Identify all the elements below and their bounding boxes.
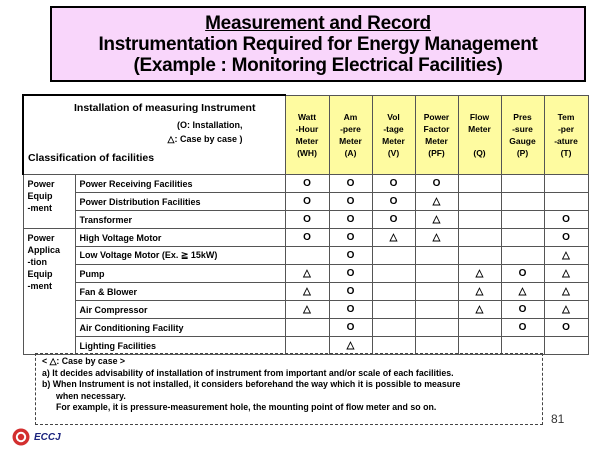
group-label-line: -ment xyxy=(27,281,52,291)
column-header-line: Flow xyxy=(469,111,490,122)
column-header-line: -tage xyxy=(383,123,404,134)
instrument-mark: O xyxy=(329,193,372,211)
table-row xyxy=(23,319,588,337)
instrument-mark: △ xyxy=(544,247,588,265)
column-header-voltage-meter xyxy=(372,95,415,175)
instrument-mark: O xyxy=(372,175,415,193)
instrument-mark: O xyxy=(329,319,372,337)
instrument-mark xyxy=(415,283,458,301)
instrument-mark xyxy=(415,247,458,265)
column-header-temperature xyxy=(544,95,588,175)
facility-name: Low Voltage Motor (Ex. ≧ 15kW) xyxy=(75,247,285,265)
instrument-mark xyxy=(458,175,501,193)
column-header-line: (V) xyxy=(387,147,400,158)
instrument-mark xyxy=(372,283,415,301)
instrument-mark xyxy=(415,319,458,337)
facility-name: Fan & Blower xyxy=(75,283,285,301)
facility-name: Power Receiving Facilities xyxy=(75,175,285,193)
column-header-line: (A) xyxy=(344,147,357,158)
group-label-line: -tion xyxy=(27,257,47,267)
column-header-line: -Hour xyxy=(295,123,319,134)
column-header-line: -sure xyxy=(512,123,533,134)
instrument-mark xyxy=(458,319,501,337)
instrument-mark: △ xyxy=(501,283,544,301)
group-label-line: -ment xyxy=(27,203,52,213)
instrument-mark: O xyxy=(501,319,544,337)
column-header-flow-meter xyxy=(458,95,501,175)
instrument-mark xyxy=(415,301,458,319)
instrument-mark xyxy=(285,247,329,265)
column-header-line: Meter xyxy=(382,135,405,146)
instrument-mark xyxy=(501,175,544,193)
group-label-line: Power xyxy=(27,179,55,189)
instrument-mark xyxy=(458,229,501,247)
column-header-line: (PF) xyxy=(428,147,445,158)
instrument-mark: O xyxy=(329,211,372,229)
column-header-line: (T) xyxy=(560,147,572,158)
column-header-watt-hour-meter xyxy=(285,95,329,175)
instrument-mark: O xyxy=(544,229,588,247)
note-a: a) It decides advisability of installation of instrument from important and/or scale of each facilities. xyxy=(42,367,454,378)
instrument-mark xyxy=(458,247,501,265)
title-line-3: (Example : Monitoring Electrical Facilities) xyxy=(133,55,503,76)
table-row xyxy=(23,247,588,265)
instrument-mark: O xyxy=(501,265,544,283)
instrument-mark xyxy=(458,193,501,211)
instrument-mark xyxy=(458,337,501,355)
group-label-line: Equip xyxy=(27,269,53,279)
instrument-mark xyxy=(501,193,544,211)
table-row xyxy=(23,337,588,355)
instrument-mark: △ xyxy=(458,301,501,319)
instrument-mark: O xyxy=(329,265,372,283)
instrument-mark: O xyxy=(501,301,544,319)
table-row xyxy=(23,283,588,301)
table-row xyxy=(23,265,588,283)
column-header-line xyxy=(459,135,501,147)
instrument-mark xyxy=(415,337,458,355)
facility-name: Power Distribution Facilities xyxy=(75,193,285,211)
instrument-mark: O xyxy=(415,175,458,193)
instrument-mark xyxy=(372,247,415,265)
column-header-line: Am xyxy=(343,111,358,122)
instrument-mark xyxy=(544,193,588,211)
classification-label: Classification of facilities xyxy=(28,152,155,164)
column-header-line: Vol xyxy=(387,111,400,122)
legend-install: (O: Installation, xyxy=(176,120,243,130)
instrument-mark: O xyxy=(329,283,372,301)
column-header-line: Pres xyxy=(513,111,532,122)
column-header-line: Meter xyxy=(425,135,448,146)
instrument-mark: △ xyxy=(329,337,372,355)
title-line-2: Instrumentation Required for Energy Management xyxy=(98,34,538,55)
column-header-line: Power xyxy=(423,111,450,122)
instrument-mark xyxy=(285,319,329,337)
instrument-mark xyxy=(501,211,544,229)
instrument-mark xyxy=(285,337,329,355)
table-header-corner xyxy=(23,95,285,175)
instrument-mark xyxy=(372,319,415,337)
column-header-line: Tem xyxy=(557,111,575,122)
column-header-power-factor-meter xyxy=(415,95,458,175)
table-row xyxy=(23,301,588,319)
instrument-mark: △ xyxy=(285,283,329,301)
instrument-mark: △ xyxy=(415,229,458,247)
instrument-mark: O xyxy=(372,211,415,229)
column-header-line: (P) xyxy=(516,147,529,158)
facility-name: Air Conditioning Facility xyxy=(75,319,285,337)
instrument-mark: △ xyxy=(285,301,329,319)
column-header-line: -pere xyxy=(340,123,361,134)
facility-group-label xyxy=(23,175,75,229)
instrument-mark: O xyxy=(329,175,372,193)
table-row xyxy=(23,193,588,211)
instrument-mark: O xyxy=(285,211,329,229)
instrumentation-table xyxy=(22,94,589,355)
instrument-mark: △ xyxy=(415,193,458,211)
group-label-line: Power xyxy=(27,233,55,243)
instrument-mark: O xyxy=(329,247,372,265)
instrument-mark: O xyxy=(285,193,329,211)
instrument-mark xyxy=(415,265,458,283)
instrument-mark: O xyxy=(329,229,372,247)
instrument-mark xyxy=(458,211,501,229)
instrument-mark xyxy=(501,229,544,247)
instrument-mark: △ xyxy=(285,265,329,283)
column-header-line: -per xyxy=(557,123,575,134)
column-header-line: Meter xyxy=(468,123,491,134)
page-number: 81 xyxy=(551,412,565,426)
title-line-1: Measurement and Record xyxy=(205,13,431,34)
instrument-mark: O xyxy=(544,211,588,229)
instrument-mark: O xyxy=(285,229,329,247)
column-header-line: Factor xyxy=(423,123,450,134)
instrument-mark: △ xyxy=(544,301,588,319)
facility-name: Transformer xyxy=(75,211,285,229)
instrument-mark xyxy=(372,301,415,319)
eccj-logo-icon xyxy=(12,428,30,446)
note-b-line-1: b) When Instrument is not installed, it considers beforehand the way which it is possible to measure xyxy=(42,379,461,389)
note-b-line-3: For example, it is pressure-measurement hole, the mounting point of flow meter and so on. xyxy=(56,402,437,412)
column-header-line: Watt xyxy=(297,111,317,122)
instrument-mark xyxy=(501,337,544,355)
table-row xyxy=(23,211,588,229)
instrument-mark xyxy=(501,247,544,265)
logo-text: ECCJ xyxy=(34,432,61,443)
column-header-pressure-gauge xyxy=(501,95,544,175)
note-b-line-2: when necessary. xyxy=(56,390,126,401)
instrument-mark: △ xyxy=(415,211,458,229)
facility-name: Air Compressor xyxy=(75,301,285,319)
instrument-mark: △ xyxy=(458,283,501,301)
instrument-mark: △ xyxy=(544,283,588,301)
column-header-line: Meter xyxy=(295,135,319,146)
table-row xyxy=(23,175,588,193)
column-header-line: Gauge xyxy=(509,135,536,146)
instrument-mark: O xyxy=(285,175,329,193)
facility-name: High Voltage Motor xyxy=(75,229,285,247)
column-header-ampere-meter xyxy=(329,95,372,175)
instrument-mark xyxy=(544,337,588,355)
table-row xyxy=(23,229,588,247)
installation-label: Installation of measuring Instrument xyxy=(74,102,256,114)
instrument-mark: △ xyxy=(372,229,415,247)
instrument-mark: O xyxy=(544,319,588,337)
group-label-line: Equip xyxy=(27,191,53,201)
instrument-mark: △ xyxy=(458,265,501,283)
group-label-line: Applica xyxy=(27,245,61,255)
legend-case: △: Case by case ) xyxy=(167,134,243,144)
title-box xyxy=(50,6,586,82)
notes-heading: < △: Case by case > xyxy=(42,356,126,366)
instrument-mark: △ xyxy=(544,265,588,283)
column-header-line: Meter xyxy=(339,135,362,146)
instrument-mark xyxy=(372,337,415,355)
column-header-line: (Q) xyxy=(473,147,486,158)
instrument-mark xyxy=(544,175,588,193)
instrument-mark xyxy=(372,265,415,283)
notes-box xyxy=(35,353,543,425)
column-header-line: (WH) xyxy=(297,147,317,158)
facility-group-label xyxy=(23,229,75,355)
facility-name: Lighting Facilities xyxy=(75,337,285,355)
instrument-mark: O xyxy=(372,193,415,211)
column-header-line: -ature xyxy=(554,135,578,146)
instrument-mark: O xyxy=(329,301,372,319)
facility-name: Pump xyxy=(75,265,285,283)
